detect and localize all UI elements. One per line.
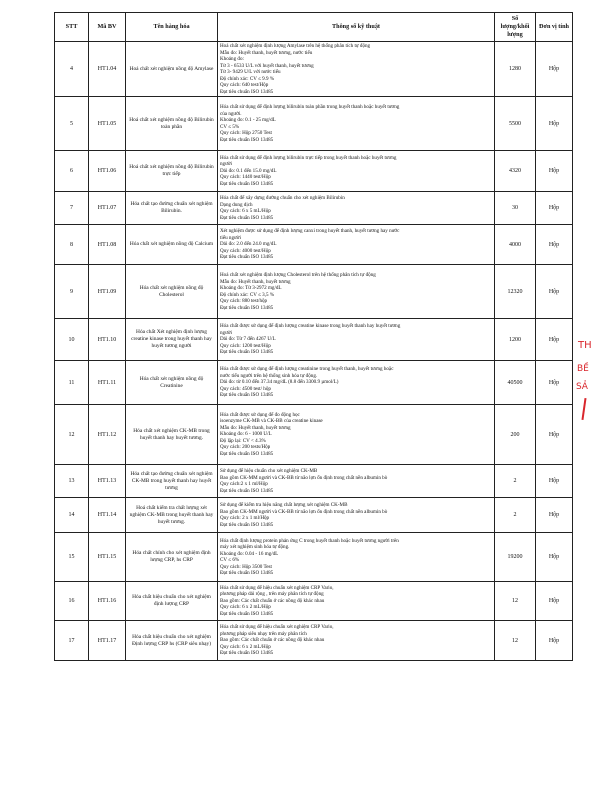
spec-line: CV ≤ 5% (220, 123, 240, 130)
spec-line: Quy cách: 640 test/Hộp (220, 82, 269, 89)
table-row (55, 361, 573, 405)
spec-line: Quy cách: 1200 test/Hộp (220, 342, 271, 349)
cell-quantity: 1280 (495, 42, 536, 97)
spec-line: Hóa chất sử dụng để định lượng bilirubin toàn phần trong huyết thanh hoặc huyết tương (220, 104, 400, 111)
specification-table (54, 12, 573, 661)
spec-line: nước tiểu người trên hệ thống sinh hóa tự động. (220, 372, 318, 379)
cell-product-name: Hóa chất tạo đường chuẩn xét nghiệm CK-MB trong huyết thanh hay huyết tương (126, 465, 218, 498)
cell-quantity: 12 (495, 621, 536, 661)
cell-stt: 14 (55, 498, 89, 533)
spec-line: Quy cách: 6 x 2 mL/Hộp (220, 643, 271, 650)
cell-code: HT1.17 (89, 621, 126, 661)
spec-line: Đạt tiêu chuẩn ISO 13485 (220, 180, 274, 187)
spec-line: Quy cách:2 x 1 ml/Hộp (220, 481, 268, 488)
spec-line: Hóa chất được sử dụng để đo động học (220, 411, 300, 418)
cell-product-name: Hóa chất hiệu chuẩn cho xét nghiệm Định lượng CRP hs (CRP siêu nhạy) (126, 621, 218, 661)
spec-line: tiểu người (220, 234, 241, 241)
spec-line: Đạt tiêu chuẩn ISO 13485 (220, 254, 274, 261)
cell-product-name: Hoá chất kiểm tra chất lượng xét nghiệm CK-MB trong huyết thanh hay huyết tương. (126, 498, 218, 533)
spec-line: Bao gồm CK-MM người và CK-BB từ não lợn ổn định trong chất nền albumin bò (220, 508, 388, 515)
cell-specification (218, 97, 495, 151)
cell-specification (218, 265, 495, 319)
cell-stt: 13 (55, 465, 89, 498)
spec-line: Đạt tiêu chuẩn ISO 13485 (220, 570, 274, 577)
spec-line: Quy cách: 2 x 1 ml/Hộp (220, 515, 270, 522)
spec-line: Đạt tiêu chuẩn ISO 13485 (220, 349, 274, 356)
cell-specification (218, 225, 495, 265)
cell-stt: 5 (55, 97, 89, 151)
cell-product-name: Hóa chất chính cho xét nghiệm định lượng CRP, hs CRP (126, 533, 218, 582)
cell-unit: Hộp (536, 405, 573, 465)
spec-line: người (220, 329, 232, 336)
cell-stt: 15 (55, 533, 89, 582)
spec-line: Dải đo: 2.0 đến 24.0 mg/dL (220, 241, 277, 248)
header-name: Tên hàng hóa (126, 13, 218, 42)
spec-line: Dải đo: từ 0.10 đến 37.34 mg/dL (8.8 đến 3300.9 µmol/L) (220, 379, 339, 386)
table-row (55, 319, 573, 361)
cell-product-name: Hóa chất xét nghiệm nồng độ Calcium (126, 225, 218, 265)
spec-line: Dải đo: Từ 7 đến 4267 U/L (220, 336, 276, 343)
spec-line: Từ 3 - 6533 U/L với huyết thanh, huyết tương (220, 62, 314, 69)
cell-code: HT1.15 (89, 533, 126, 582)
cell-product-name: Hóa chất Xét nghiệm định lượng creatine kinase trong huyết thanh hay huyết tương người (126, 319, 218, 361)
spec-line: Khoảng đo: 0.1 - 25 mg/dL (220, 117, 276, 124)
cell-stt: 16 (55, 582, 89, 621)
cell-code: HT1.10 (89, 319, 126, 361)
table-row (55, 151, 573, 192)
cell-unit: Hộp (536, 621, 573, 661)
spec-line: Quy cách: 200 tests/Hộp (220, 444, 271, 451)
cell-unit: Hộp (536, 97, 573, 151)
cell-unit: Hộp (536, 225, 573, 265)
cell-code: HT1.06 (89, 151, 126, 192)
cell-product-name: Hóa chất tạo đường chuẩn xét nghiệm Bilirubin. (126, 192, 218, 225)
cell-stt: 11 (55, 361, 89, 405)
cell-quantity: 30 (495, 192, 536, 225)
cell-stt: 12 (55, 405, 89, 465)
spec-line: người (220, 161, 232, 168)
cell-stt: 6 (55, 151, 89, 192)
spec-line: Đạt tiêu chuẩn ISO 13485 (220, 304, 274, 311)
spec-line: Đạt tiêu chuẩn ISO 13485 (220, 392, 274, 399)
spec-line: Hóa chất sử dụng để hiệu chuẩn xét nghiệm CRP Vario, (220, 624, 334, 631)
spec-line: Quy cách: 4000 test/Hộp (220, 247, 271, 254)
cell-specification (218, 465, 495, 498)
cell-quantity: 4320 (495, 151, 536, 192)
spec-line: CV ≤ 6% (220, 557, 240, 564)
cell-unit: Hộp (536, 498, 573, 533)
cell-product-name: Hoá chất xét nghiệm nồng độ Amylase (126, 42, 218, 97)
cell-specification (218, 498, 495, 533)
cell-quantity: 12320 (495, 265, 536, 319)
spec-line: Khoảng đo: (220, 56, 244, 63)
cell-specification (218, 582, 495, 621)
cell-code: HT1.14 (89, 498, 126, 533)
margin-note-stroke (581, 398, 586, 420)
cell-unit: Hộp (536, 319, 573, 361)
spec-line: Hóa chất sử dụng để định lượng bilirubin trực tiếp trong huyết thanh hoặc huyết tương (220, 154, 397, 161)
cell-code: HT1.07 (89, 192, 126, 225)
spec-line: Bao gồm: Các chất chuẩn ở các nồng độ khác nhau (220, 637, 325, 644)
cell-unit: Hộp (536, 151, 573, 192)
table-row (55, 621, 573, 661)
cell-quantity: 12 (495, 582, 536, 621)
spec-line: Khoảng đo: Từ 3-2972 mg/dL (220, 285, 282, 292)
spec-line: Quy cách: 880 test/hộp (220, 298, 268, 305)
spec-line: Đạt tiêu chuẩn ISO 13485 (220, 88, 274, 95)
spec-line: Hoá chất xét nghiệm định lượng Cholesterol trên hệ thống phân tích tự động (220, 272, 376, 279)
spec-line: Mẫu đo: Huyết thanh, huyết tương, nước tiểu (220, 49, 313, 56)
cell-stt: 8 (55, 225, 89, 265)
cell-quantity: 1200 (495, 319, 536, 361)
table-row (55, 582, 573, 621)
spec-line: Quy cách: 1440 test/Hộp (220, 174, 271, 181)
header-stt: STT (55, 13, 89, 42)
table-row (55, 265, 573, 319)
cell-code: HT1.08 (89, 225, 126, 265)
table-row (55, 465, 573, 498)
cell-product-name: Hóa chất xét nghiệm CK-MB trong huyết thanh hay huyết tương. (126, 405, 218, 465)
cell-unit: Hộp (536, 533, 573, 582)
cell-quantity: 19200 (495, 533, 536, 582)
cell-stt: 9 (55, 265, 89, 319)
spec-line: Độ chính xác: CV ≤ 3,5 % (220, 291, 275, 298)
cell-unit: Hộp (536, 465, 573, 498)
spec-line: Đạt tiêu chuẩn ISO 13485 (220, 136, 274, 143)
spec-line: Hóa chất sử dụng để hiệu chuẩn xét nghiệm CRP Vario, (220, 584, 334, 591)
table-row (55, 192, 573, 225)
table-row (55, 97, 573, 151)
cell-unit: Hộp (536, 192, 573, 225)
cell-product-name: Hóa chất xét nghiệm nồng độ Cholesterol (126, 265, 218, 319)
cell-quantity: 200 (495, 405, 536, 465)
table-row (55, 405, 573, 465)
header-code: Mã BV (89, 13, 126, 42)
cell-unit: Hộp (536, 361, 573, 405)
table-row (55, 225, 573, 265)
cell-code: HT1.13 (89, 465, 126, 498)
cell-quantity: 4000 (495, 225, 536, 265)
header-spec: Thông số kỹ thuật (218, 13, 495, 42)
spec-line: Từ 3- 9429 U/L với nước tiểu (220, 69, 281, 76)
margin-note-line: SẢ (576, 382, 588, 392)
spec-line: Quy cách: 6 x 5 mL/Hộp (220, 208, 271, 215)
spec-line: Hóa chất được sử dụng để định lượng creatine kinase trong huyết thanh hay huyết tương (220, 323, 401, 330)
cell-specification (218, 319, 495, 361)
cell-code: HT1.16 (89, 582, 126, 621)
spec-line: Hóa chất để xây dựng đường chuẩn cho xét nghiệm Bilirubin (220, 195, 345, 202)
cell-specification (218, 621, 495, 661)
spec-line: máy xét nghiệm sinh hóa tự động. (220, 544, 290, 551)
cell-unit: Hộp (536, 42, 573, 97)
cell-product-name: Hoá chất xét nghiệm nồng độ Bilirubin toàn phần (126, 97, 218, 151)
cell-specification (218, 42, 495, 97)
spec-line: Bao gồm: Các chất chuẩn ở các nồng độ khác nhau (220, 597, 325, 604)
cell-specification (218, 151, 495, 192)
spec-line: Xét nghiệm được sử dụng để định lượng canxi trong huyết thanh, huyết tương hay nước (220, 228, 400, 235)
cell-code: HT1.05 (89, 97, 126, 151)
cell-product-name: Hóa chất hiệu chuẩn cho xét nghiệm định lượng CRP (126, 582, 218, 621)
cell-quantity: 2 (495, 498, 536, 533)
header-unit: Đơn vị tính (536, 13, 573, 42)
cell-code: HT1.04 (89, 42, 126, 97)
cell-specification (218, 192, 495, 225)
cell-code: HT1.09 (89, 265, 126, 319)
spec-line: Hóa chất định lượng protein phản ứng C trong huyết thanh hoặc huyết tương người trên (220, 537, 399, 544)
table-row (55, 533, 573, 582)
spec-line: Sử dụng để kiểm tra hiệu năng chất lượng xét nghiệm CK-MB (220, 502, 348, 509)
cell-product-name: Hóa chất xét nghiệm nồng độ Creatinine (126, 361, 218, 405)
cell-quantity: 5500 (495, 97, 536, 151)
spec-line: Quy cách: Hộp 2750 Test (220, 130, 272, 137)
cell-product-name: Hoá chất xét nghiệm nồng độ Bilirubin trực tiếp (126, 151, 218, 192)
spec-line: Độ lặp lại: CV < 4.3% (220, 437, 266, 444)
cell-code: HT1.12 (89, 405, 126, 465)
spec-line: Quy cách: 4500 test/ hộp (220, 385, 271, 392)
cell-quantity: 40500 (495, 361, 536, 405)
cell-specification (218, 405, 495, 465)
cell-stt: 17 (55, 621, 89, 661)
cell-stt: 4 (55, 42, 89, 97)
spec-line: phương pháp dải rộng , trên máy phân tích tự động (220, 591, 324, 598)
table-body (55, 42, 573, 661)
spec-line: Đạt tiêu chuẩn ISO 13485 (220, 650, 274, 657)
cell-code: HT1.11 (89, 361, 126, 405)
spec-line: của người. (220, 110, 242, 117)
spec-line: Dạng dung dịch (220, 201, 253, 208)
spec-line: Độ chính xác: CV ≤ 9.9 % (220, 75, 275, 82)
header-qty: Số lượng/khối lượng (495, 13, 536, 42)
cell-quantity: 2 (495, 465, 536, 498)
table-row (55, 498, 573, 533)
spec-line: Đạt tiêu chuẩn ISO 13485 (220, 450, 274, 457)
spec-line: Sử dụng để hiệu chuẩn cho xét nghiệm CK-MB (220, 468, 318, 475)
spec-line: Đạt tiêu chuẩn ISO 13485 (220, 214, 274, 221)
cell-unit: Hộp (536, 265, 573, 319)
spec-line: isoenzyme CK-MB và CK-BB của creatine kinase (220, 418, 323, 425)
spec-line: Quy cách: 6 x 2 mL/Hộp (220, 604, 271, 611)
spec-line: Bao gồm CK-MM người và CK-BB từ não lợn ổn định trong chất nền albumin bò (220, 474, 388, 481)
spec-line: Khoảng đo: 0.04 - 16 mg/dL (220, 550, 279, 557)
margin-note-line: BỀ (577, 364, 589, 374)
cell-stt: 10 (55, 319, 89, 361)
spec-line: Hóa chất được sử dụng để định lượng creatinine trong huyết thanh, huyết tương hoặc (220, 366, 394, 373)
spec-line: Khoảng đo: 6 - 1000 U/L (220, 431, 272, 438)
cell-specification (218, 533, 495, 582)
table-header (55, 13, 573, 42)
spec-line: Đạt tiêu chuẩn ISO 13485 (220, 487, 274, 494)
spec-line: Hoá chất xét nghiệm định lượng Amylase trên hệ thống phân tích tự động (220, 43, 371, 49)
spec-line: Mẫu đo: Huyết thanh, huyết tương (220, 278, 291, 285)
spec-line: phương pháp siêu nhạy trên máy phân tích (220, 630, 307, 637)
table-row (55, 42, 573, 97)
header-row (55, 13, 573, 42)
spec-line: Mẫu đo: Huyết thanh, huyết tương (220, 424, 291, 431)
spec-line: Đạt tiêu chuẩn ISO 13485 (220, 610, 274, 617)
cell-unit: Hộp (536, 582, 573, 621)
cell-stt: 7 (55, 192, 89, 225)
margin-note-line: TH (578, 340, 592, 351)
spec-line: Đạt tiêu chuẩn ISO 13485 (220, 521, 274, 528)
spec-line: Quy cách: Hộp 3500 Test (220, 563, 272, 570)
spec-line: Dải đo: 0.1 đến 15.0 mg/dL (220, 167, 277, 174)
cell-specification (218, 361, 495, 405)
